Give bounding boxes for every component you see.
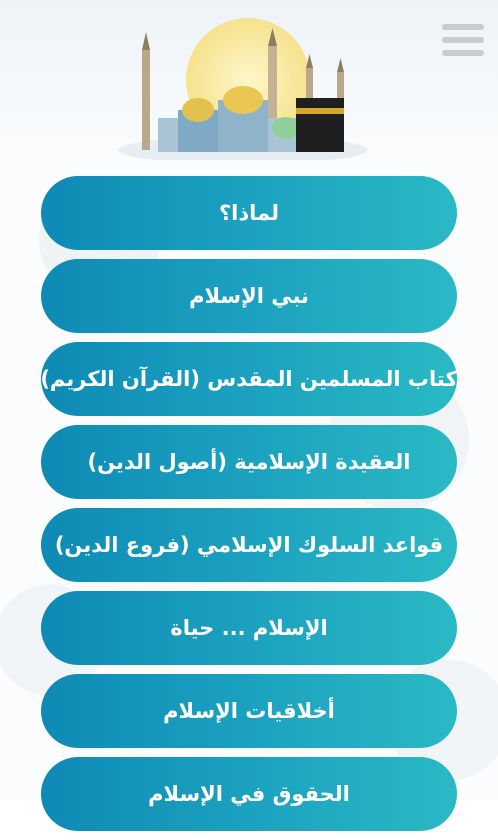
topic-button-ethics[interactable] (41, 674, 457, 748)
topic-label: أخلاقيات الإسلام (163, 699, 335, 723)
menu-line (442, 50, 484, 56)
topic-button-prophet[interactable] (41, 259, 457, 333)
menu-line (442, 37, 484, 43)
topic-label: كتاب المسلمين المقدس (القرآن الكريم) (40, 367, 458, 391)
topic-label: الحقوق في الإسلام (148, 782, 350, 806)
topic-label: الإسلام ... حياة (170, 616, 328, 640)
menu-line (442, 24, 484, 30)
topics-list (41, 176, 457, 840)
topic-label: قواعد السلوك الإسلامي (فروع الدين) (54, 533, 444, 557)
hamburger-menu-icon[interactable] (442, 24, 484, 56)
topic-button-conduct[interactable] (41, 508, 457, 582)
topic-button-rights[interactable] (41, 757, 457, 831)
topic-button-why[interactable] (41, 176, 457, 250)
topic-button-creed[interactable] (41, 425, 457, 499)
topic-label: نبي الإسلام (189, 284, 309, 308)
topic-label: العقيدة الإسلامية (أصول الدين) (87, 450, 411, 474)
mosque-kaaba-logo-icon (118, 10, 368, 164)
topic-button-quran[interactable] (41, 342, 457, 416)
header (0, 0, 498, 170)
topic-button-islam-life[interactable] (41, 591, 457, 665)
topic-label: لماذا؟ (219, 201, 280, 225)
